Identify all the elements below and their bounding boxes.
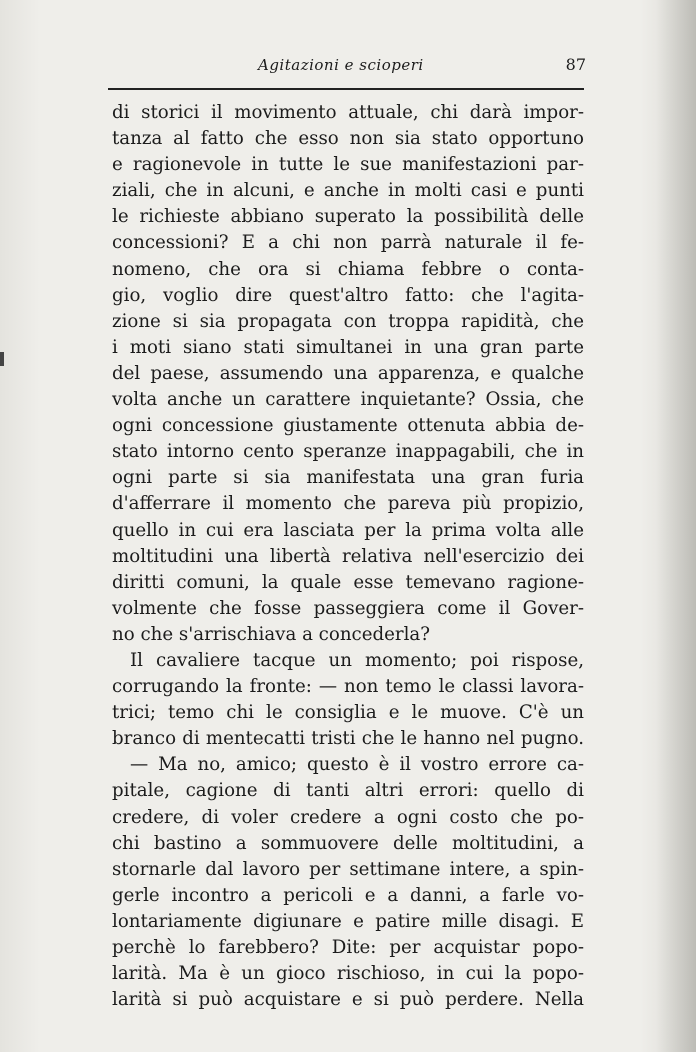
text-line: d'afferrare il momento che pareva più propizio, xyxy=(112,493,584,515)
text-line: ogni parte si sia manifestata una gran furia xyxy=(112,467,584,489)
text-line: i moti siano stati simultanei in una gran parte xyxy=(112,336,584,358)
text-line: stornarle dal lavoro per settimane intere, a spin- xyxy=(112,858,584,880)
text-line: nomeno, che ora si chiama febbre o conta- xyxy=(112,258,584,280)
text-line: — Ma no, amico; questo è il vostro errore ca- xyxy=(130,754,584,776)
text-line: zione si sia propagata con troppa rapidità, che xyxy=(112,310,584,332)
header-rule xyxy=(108,88,584,90)
text-line: quello in cui era lasciata per la prima volta alle xyxy=(112,519,584,541)
text-line: lontariamente digiunare e patire mille disagi. E xyxy=(112,910,584,932)
text-line: le richieste abbiano superato la possibilità delle xyxy=(112,206,584,228)
text-line: pitale, cagione di tanti altri errori: quello di xyxy=(112,780,584,802)
text-line: perchè lo farebbero? Dite: per acquistar popo- xyxy=(112,937,584,958)
text-line: gio, voglio dire quest'altro fatto: che l'agita- xyxy=(112,284,584,306)
text-line: corrugando la fronte: — non temo le classi lavora- xyxy=(112,676,584,698)
text-line: volta anche un carattere inquietante? Ossia, che xyxy=(112,389,584,411)
text-line: volmente che fosse passeggiera come il Gover- xyxy=(112,597,584,619)
text-line: larità si può acquistare e si può perdere. Nella xyxy=(112,989,584,1011)
text-line: credere, di voler credere a ogni costo che po- xyxy=(112,806,584,828)
text-line: di storici il movimento attuale, chi darà impor- xyxy=(112,102,584,123)
text-line: ogni concessione giustamente ottenuta abbia de- xyxy=(112,415,584,437)
text-line: concessioni? E a chi non parrà naturale il fe- xyxy=(112,232,584,254)
text-line: e ragionevole in tutte le sue manifestazioni par- xyxy=(112,154,584,176)
margin-mark xyxy=(0,352,4,366)
page-number: 87 xyxy=(565,55,586,74)
text-line: chi bastino a sommuovere delle moltitudini, a xyxy=(112,832,584,854)
text-line: Il cavaliere tacque un momento; poi rispose, xyxy=(130,649,584,671)
running-title: Agitazioni e scioperi xyxy=(258,56,424,74)
text-line: gerle incontro a pericoli e a danni, a farle vo- xyxy=(112,884,584,906)
page-header xyxy=(108,50,586,80)
text-line: trici; temo chi le consiglia e le muove. C'è un xyxy=(112,702,584,724)
text-line: stato intorno cento speranze inappagabili, che in xyxy=(112,441,584,463)
text-line: diritti comuni, la quale esse temevano ragione- xyxy=(112,571,584,593)
text-line: branco di mentecatti tristi che le hanno nel pugno. xyxy=(112,728,584,750)
text-line: moltitudini una libertà relativa nell'esercizio dei xyxy=(112,545,584,567)
text-line: ziali, che in alcuni, e anche in molti casi e punti xyxy=(112,180,584,202)
text-line: larità. Ma è un gioco rischioso, in cui la popo- xyxy=(112,963,584,985)
body-text xyxy=(112,100,584,1013)
page-edge-shadow xyxy=(656,0,696,1052)
text-line: del paese, assumendo una apparenza, e qualche xyxy=(112,362,584,384)
text-line: tanza al fatto che esso non sia stato opportuno xyxy=(112,128,584,150)
text-line: no che s'arrischiava a concederla? xyxy=(112,623,430,645)
